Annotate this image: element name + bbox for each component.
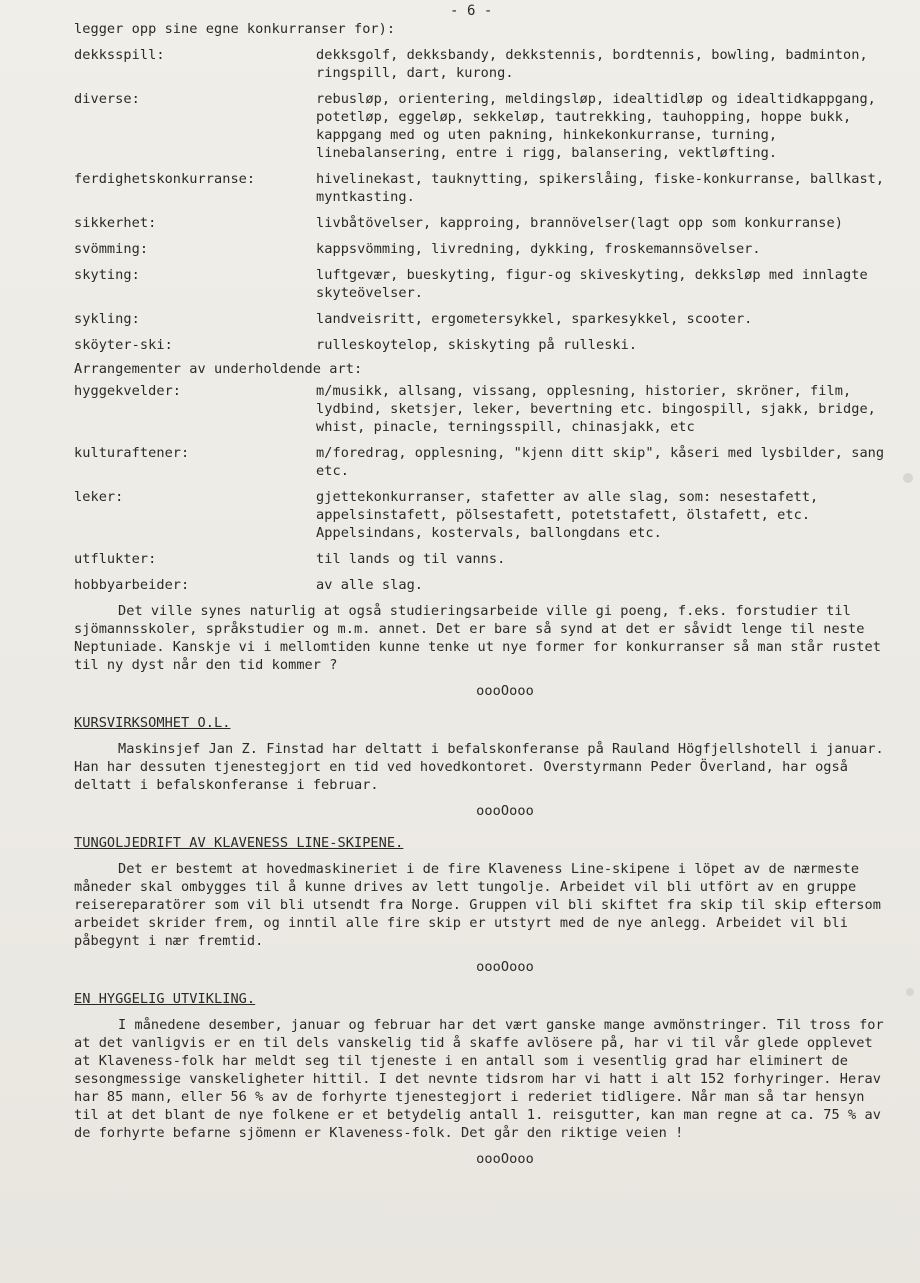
activity-row — [74, 310, 896, 328]
activity-term: ferdighetskonkurranse: — [74, 171, 256, 187]
entertainment-term: kulturaftener: — [74, 445, 190, 461]
activity-desc: livbåtövelser, kapproing, brannövelser(lagt opp som konkurranse) — [316, 215, 843, 231]
separator: oooOooo — [476, 959, 534, 975]
activity-term: sikkerhet: — [74, 215, 157, 231]
entertainment-row — [74, 576, 896, 594]
activity-term: sykling: — [74, 311, 140, 327]
section-body-hyggelig-utvikling: I månedene desember, januar og februar har det vært ganske mange avmönstringer. Til tross for at det vanligvis er en til dels vanskelig tid å skaffe avlösere på, har vi til vår glede opplevet at Klaveness-folk har meldt seg til tjeneste i en antall som i vesentlig grad har eliminert de sesongmessige vanskeligheter hittil. I det nevnte tidsrom har vi hatt i alt 152 forhyringer. Herav har 85 mann, eller 56 % av de forhyrte tjenestegjort i rederiet tidligere. Når man så tar hensyn til at det blant de nye folkene er et betydelig antall 1. reisgutter, kan man regne at ca. 75 % av de forhyrte befarne sjömenn er Klaveness-folk. Det går den riktige veien ! — [74, 1017, 884, 1141]
activity-term: diverse: — [74, 91, 140, 107]
arrangements-heading: Arrangementer av underholdende art: — [74, 361, 363, 377]
intro-line: legger opp sine egne konkurranser for): — [74, 21, 396, 37]
activity-desc: landveisritt, ergometersykkel, sparkesykkel, scooter. — [316, 311, 753, 327]
entertainment-list — [74, 382, 896, 594]
separator: oooOooo — [476, 683, 534, 699]
separator: oooOooo — [476, 803, 534, 819]
activity-term: sköyter-ski: — [74, 337, 173, 353]
section-body-kursvirksomhet: Maskinsjef Jan Z. Finstad har deltatt i befalskonferanse på Rauland Högfjellshotell i januar. Han har dessuten tjenestegjort en tid ved hovedkontoret. Overstyrmann Peder Överland, har også deltatt i befalskonferanse i februar. — [74, 741, 884, 793]
separator: oooOooo — [476, 1151, 534, 1167]
activity-row — [74, 170, 896, 206]
activity-term: skyting: — [74, 267, 140, 283]
entertainment-term: hobbyarbeider: — [74, 577, 190, 593]
activity-desc: luftgevær, bueskyting, figur-og skiveskyting, dekksløp med innlagte skyteövelser. — [316, 267, 868, 301]
page-number: - 6 - — [450, 3, 493, 19]
activity-desc: hivelinekast, tauknytting, spikerslåing, fiske-konkurranse, ballkast, myntkasting. — [316, 171, 885, 205]
entertainment-term: leker: — [74, 489, 124, 505]
punch-hole-mark — [906, 988, 914, 996]
section-body-tungoljedrift: Det er bestemt at hovedmaskineriet i de fire Klaveness Line-skipene i löpet av de nærmeste måneder skal ombygges til å kunne drives av lett tungolje. Arbeidet vil bli utfört av en gruppe reisereparatörer som vil bli utsendt fra Norge. Gruppen vil bli skiftet fra skip til skip eftersom arbeidet skrider frem, og inntil alle fire skip er utstyrt med de nye anlegg. Arbeidet vil bli påbegynt i nær fremtid. — [74, 861, 881, 949]
activity-desc: rebusløp, orientering, meldingsløp, idealtidløp og idealtidkappgang, potetløp, eggeløp, sekkeløp, tautrekking, tauhopping, hoppe bukk, kappgang med og uten pakning, hinkekonkurranse, turning, linebalansering, entre i rigg, balansering, vektløfting. — [316, 91, 876, 161]
activity-term: svömming: — [74, 241, 149, 257]
closing-paragraph: Det ville synes naturlig at også studieringsarbeide ville gi poeng, f.eks. forstudier til sjömannsskoler, språkstudier og m.m. annet. Det er bare så synd at det er såvidt lenge til neste Neptuniade. Kanskje vi i mellomtiden kunne tenke ut nye former for konkurranser så man står rustet til ny dyst når den tid kommer ? — [74, 603, 881, 673]
entertainment-term: hyggekvelder: — [74, 383, 182, 399]
entertainment-row — [74, 444, 896, 480]
section-heading-tungoljedrift: TUNGOLJEDRIFT AV KLAVENESS LINE-SKIPENE. — [74, 835, 404, 851]
entertainment-desc: m/musikk, allsang, vissang, opplesning, historier, skröner, film, lydbind, sketsjer, leker, bevertning etc. bingospill, sjakk, bridge, whist, pinacle, terningsspill, chinasjakk, etc — [316, 383, 876, 435]
activity-desc: kappsvömming, livredning, dykking, froskemannsövelser. — [316, 241, 761, 257]
activity-desc: rulleskoytelop, skiskyting på rulleski. — [316, 337, 638, 353]
activity-row — [74, 46, 896, 82]
entertainment-term: utflukter: — [74, 551, 157, 567]
entertainment-desc: av alle slag. — [316, 577, 424, 593]
entertainment-row — [74, 382, 896, 436]
punch-hole-mark — [903, 473, 913, 483]
entertainment-desc: m/foredrag, opplesning, "kjenn ditt skip", kåseri med lysbilder, sang etc. — [316, 445, 885, 479]
entertainment-desc: gjettekonkurranser, stafetter av alle slag, som: nesestafett, appelsinstafett, pölsestafett, potetstafett, ölstafett, etc. Appelsindans, kostervals, ballongdans etc. — [316, 489, 819, 541]
section-heading-hyggelig-utvikling: EN HYGGELIG UTVIKLING. — [74, 991, 256, 1007]
activity-desc: dekksgolf, dekksbandy, dekkstennis, bordtennis, bowling, badminton, ringspill, dart, kurong. — [316, 47, 868, 81]
activity-term: dekksspill: — [74, 47, 165, 63]
activity-row — [74, 240, 896, 258]
activity-row — [74, 266, 896, 302]
section-heading-kursvirksomhet: KURSVIRKSOMHET O.L. — [74, 715, 231, 731]
activity-row — [74, 214, 896, 232]
entertainment-row — [74, 550, 896, 568]
entertainment-desc: til lands og til vanns. — [316, 551, 506, 567]
entertainment-row — [74, 488, 896, 542]
activity-row — [74, 336, 896, 354]
activities-list — [74, 46, 896, 354]
activity-row — [74, 90, 896, 162]
